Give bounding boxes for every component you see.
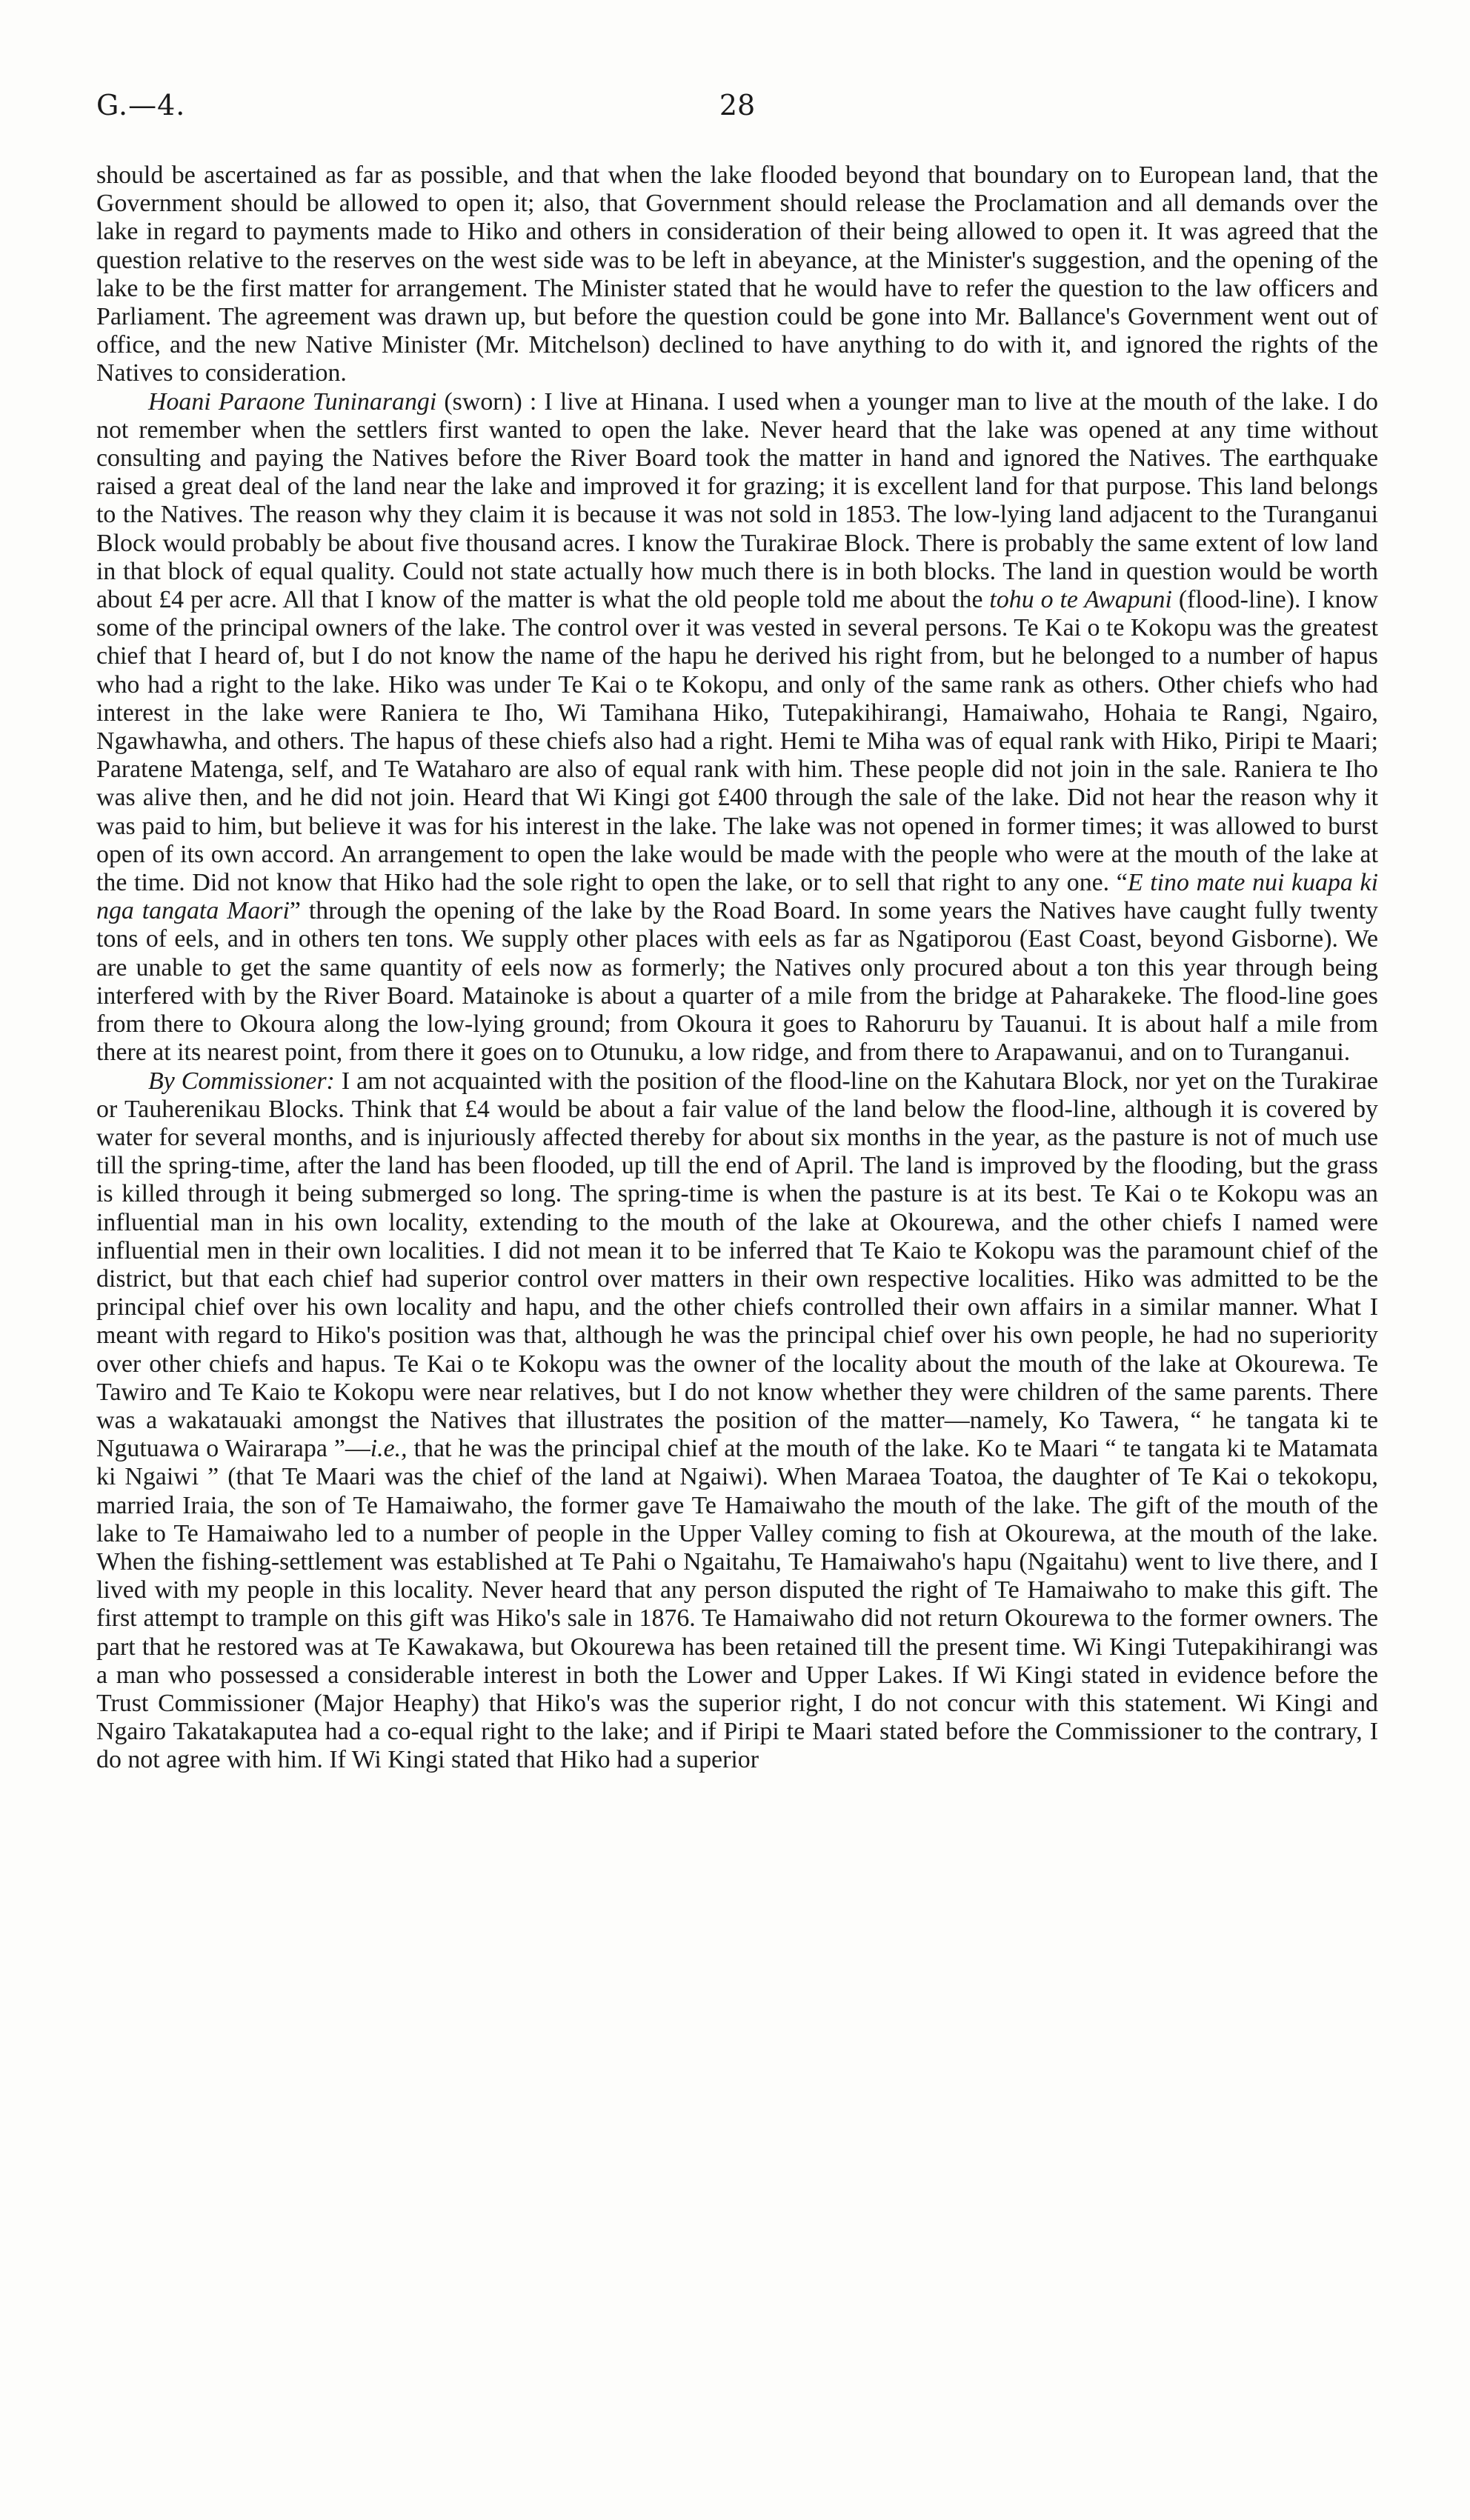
italic-term: i.e., bbox=[370, 1435, 408, 1463]
paragraph-text: ” through the opening of the lake by the Road Board. In some years the Natives have caught fully twenty tons of eels, and in others ten tons. We supply other places with eels as far as Ngatiporou (East Coast, beyond Gisborne). We are unable to get the same quantity of eels now as formerly; the Natives only procured about a ton this year through being interfered with by the River Board. Matainoke is about a quarter of a mile from the bridge at Paharakeke. The flood-line goes from there to Okoura along the low-lying ground; from Okoura it goes to Rahoruru by Tauanui. It is about half a mile from there at its nearest point, from there it goes on to Otunuku, a low ridge, and from there to Arapawanui, and on to Turanganui. bbox=[96, 897, 1378, 1067]
page-header bbox=[96, 89, 1378, 133]
page-number: 28 bbox=[719, 89, 756, 121]
paragraph-text: I am not acquainted with the position of the flood-line on the Kahutara Block, nor yet on the Turakirae or Tauherenikau Blocks. Think that £4 would be about a fair value of the land below the flood-line, although it is covered by water for several months, and is injuriously affected thereby for about six months in the year, as the pasture is not of much use till the spring-time, after the land has been flooded, up till the end of April. The land is improved by the flooding, but the grass is killed through it being submerged so long. The spring-time is when the pasture is at its best. Te Kai o te Kokopu was an influential man in his own locality, extending to the mouth of the lake at Okourewa, and the other chiefs I named were influential men in their own localities. I did not mean it to be inferred that Te Kaio te Kokopu was the paramount chief of the district, but that each chief had superior control over matters in their own respective localities. Hiko was admitted to be the principal chief over his own locality and hapu, and the other chiefs controlled their own affairs in a similar manner. What I meant with regard to Hiko's position was that, although he was the principal chief over his own people, he had no superiority over other chiefs and hapus. Te Kai o te Kokopu was the owner of the locality about the mouth of the lake at Okourewa. Te Tawiro and Te Kaio te Kokopu were near relatives, but I do not know whether they were children of the same parents. There was a wakatauaki amongst the Natives that illustrates the position of the matter—namely, Ko Tawera, “ he tangata ki te Ngutuawa o Wairarapa ”— bbox=[96, 1067, 1378, 1463]
paragraph-text: that he was the principal chief at the mouth of the lake. Ko te Maari “ te tangata ki te Matamata ki Ngaiwi ” (that Te Maari was the chief of the land at Ngaiwi). When Maraea Toatoa, the daughter of Te Kai o tekokopu, married Iraia, the son of Te Hamaiwaho, the former gave Te Hamaiwaho the mouth of the lake. The gift of the mouth of the lake to Te Hamaiwaho led to a number of people in the Upper Valley coming to fish at Okourewa, at the mouth of the lake. When the fishing-settlement was established at Te Pahi o Ngaitahu, Te Hamaiwaho's hapu (Ngaitahu) went to live there, and I lived with my people in this locality. Never heard that any person disputed the right of Te Hamaiwaho to make this gift. The first attempt to trample on this gift was Hiko's sale in 1876. Te Hamaiwaho did not return Okourewa to the former owners. The part that he restored was at Te Kawakawa, but Okourewa has been retained till the present time. Wi Kingi Tutepakihirangi was a man who possessed a considerable interest in both the Lower and Upper Lakes. If Wi Kingi stated in evidence before the Trust Commissioner (Major Heaphy) that Hiko's was the superior right, I do not concur with this statement. Wi Kingi and Ngairo Takatakaputea had a co-equal right to the lake; and if Piripi te Maari stated before the Commissioner to the contrary, I do not agree with him. If Wi Kingi stated that Hiko had a superior bbox=[96, 1435, 1378, 1774]
paragraph-testimony bbox=[96, 388, 1378, 1067]
italic-term: tohu o te Awapuni bbox=[989, 586, 1172, 614]
paragraph-text: should be ascertained as far as possible, and that when the lake flooded beyond that boundary on to European land, that the Government should be allowed to open it; also, that Government should release the Proclamation and all demands over the lake in regard to payments made to Hiko and others in consideration of their being allowed to open it. It was agreed that the question relative to the reserves on the west side was to be left in abeyance, at the Minister's suggestion, and the opening of the lake to be the first matter for arrangement. The Minister stated that he would have to refer the question to the law officers and Parliament. The agreement was drawn up, but before the question could be gone into Mr. Ballance's Government went out of office, and the new Native Minister (Mr. Mitchelson) declined to have anything to do with it, and ignored the rights of the Natives to consideration. bbox=[96, 161, 1378, 387]
speaker-name: Hoani Paraone Tuninarangi bbox=[148, 387, 437, 416]
body-text bbox=[96, 161, 1378, 1775]
paragraph-text: (flood-line). I know some of the principal owners of the lake. The control over it was vested in several persons. Te Kai o te Kokopu was the greatest chief that I heard of, but I do not know the name of the hapu he derived his right from, but he belonged to a number of hapus who had a right to the lake. Hiko was under Te Kai o te Kokopu, and only of the same rank as others. Other chiefs who had interest in the lake were Raniera te Iho, Wi Tamihana Hiko, Tutepakihirangi, Hamaiwaho, Hohaia te Rangi, Ngairo, Ngawhawha, and others. The hapus of these chiefs also had a right. Hemi te Miha was of equal rank with Hiko, Piripi te Maari; Paratene Matenga, self, and Te Wataharo are also of equal rank with him. These people did not join in the sale. Raniera te Iho was alive then, and he did not join. Heard that Wi Kingi got £400 through the sale of the lake. Did not hear the reason why it was paid to him, but believe it was for his interest in the lake. The lake was not opened in former times; it was allowed to burst open of its own accord. An arrangement to open the lake would be made with the people who were at the mouth of the lake at the time. Did not know that Hiko had the sole right to open the lake, or to sell that right to any one. “ bbox=[96, 586, 1378, 897]
paragraph-text: (sworn) : I live at Hinana. I used when a younger man to live at the mouth of the lake. I do not remember when the settlers first wanted to open the lake. Never heard that the lake was opened at any time without consulting and paying the Natives before the River Board took the matter in hand and ignored the Natives. The earthquake raised a great deal of the land near the lake and improved it for grazing; it is excellent land for that purpose. This land belongs to the Natives. The reason why they claim it is because it was not sold in 1853. The low-lying land adjacent to the Turanganui Block would probably be about five thousand acres. I know the Turakirae Block. There is probably the same extent of low land in that block of equal quality. Could not state actually how much there is in both blocks. The land in question would be worth about £4 per acre. All that I know of the matter is what the old people told me about the bbox=[96, 387, 1378, 614]
document-identifier: G.—4. bbox=[96, 89, 186, 121]
paragraph-commissioner bbox=[96, 1067, 1378, 1775]
speaker-name: By Commissioner: bbox=[148, 1067, 335, 1095]
paragraph-continuation bbox=[96, 161, 1378, 388]
italic-quote: E tino mate nui kuapa ki nga tangata Maori bbox=[96, 869, 1378, 925]
